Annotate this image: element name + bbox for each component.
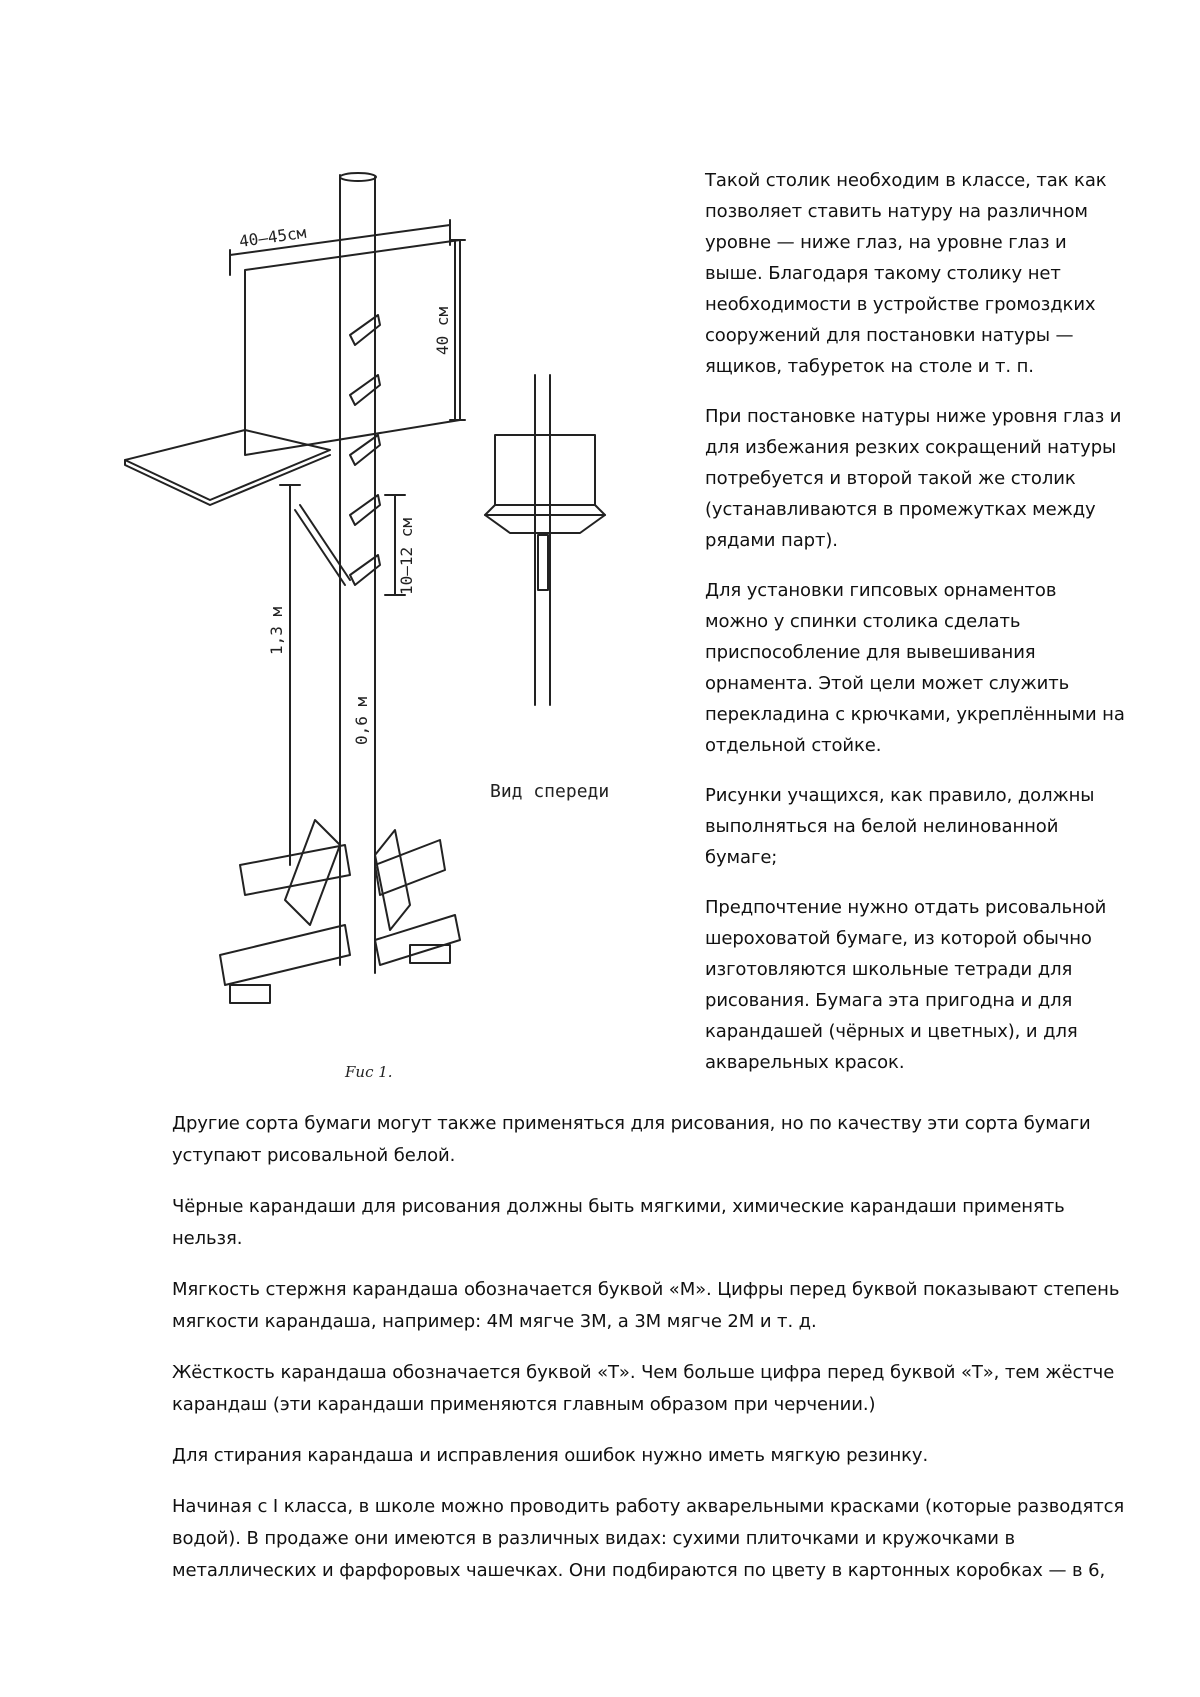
- body-paragraph: Начиная с I класса, в школе можно проводить работу акварельными красками (которые разводятся водой). В продаже они имеются в различных видах: сухими плиточками и кружочками в металлических и фарфоровых чашечках. Они подбираются по цвету в картонных коробках — в 6,: [172, 1496, 1125, 1581]
- stand-drawing: [110, 165, 670, 1085]
- side-paragraph: Такой столик необходим в классе, так как позволяет ставить натуру на различном уровне — ниже глаз, на уровне глаз и выше. Благодаря такому столику нет необходимости в устройстве громоздких сооружений для постановки натуры — ящиков, табуреток на столе и т. п.: [705, 170, 1107, 377]
- body-paragraph: Жёсткость карандаша обозначается буквой «Т». Чем больше цифра перед буквой «Т», тем жёстче карандаш (эти карандаши применяются главным образом при черчении.): [172, 1362, 1115, 1415]
- dimension-total-label: 1,3 м: [267, 606, 286, 655]
- easel-stand-figure: [110, 165, 670, 1085]
- side-text-column: [705, 165, 1125, 1097]
- side-paragraph: Рисунки учащихся, как правило, должны выполняться на белой нелинованной бумаге;: [705, 785, 1095, 868]
- dimension-board-height-label: 40 см: [433, 306, 452, 355]
- body-paragraph: Для стирания карандаша и исправления ошибок нужно иметь мягкую резинку.: [172, 1445, 929, 1466]
- body-text: [172, 1108, 1132, 1606]
- body-paragraph: Чёрные карандаши для рисования должны быть мягкими, химические карандаши применять нельзя.: [172, 1196, 1065, 1249]
- figure-number: Fuc 1.: [345, 1063, 393, 1081]
- body-paragraph: Другие сорта бумаги могут также применяться для рисования, но по качеству эти сорта бумаги уступают рисовальной белой.: [172, 1113, 1091, 1166]
- front-view-caption: Вид спереди: [490, 781, 610, 802]
- body-paragraph: Мягкость стержня карандаша обозначается буквой «М». Цифры перед буквой показывают степень мягкости карандаша, например: 4М мягче 3М, а 3М мягче 2М и т. д.: [172, 1279, 1120, 1332]
- dimension-post-label: 0,6 м: [352, 696, 371, 745]
- side-paragraph: Предпочтение нужно отдать рисовальной шероховатой бумаге, из которой обычно изготовляются школьные тетради для рисования. Бумага эта пригодна и для карандашей (чёрных и цветных), и для акварельных красок.: [705, 897, 1107, 1073]
- side-paragraph: Для установки гипсовых орнаментов можно у спинки столика сделать приспособление для вывешивания орнамента. Этой цели может служить перекладина с крючками, укреплёнными на отдельной стойке.: [705, 580, 1125, 756]
- dimension-step-label: 10—12 см: [397, 517, 416, 595]
- side-paragraph: При постановке натуры ниже уровня глаз и для избежания резких сокращений натуры потребуется и второй такой же столик (устанавливаются в промежутках между рядами парт).: [705, 406, 1122, 551]
- dimension-width-label: 40–45см: [237, 222, 308, 251]
